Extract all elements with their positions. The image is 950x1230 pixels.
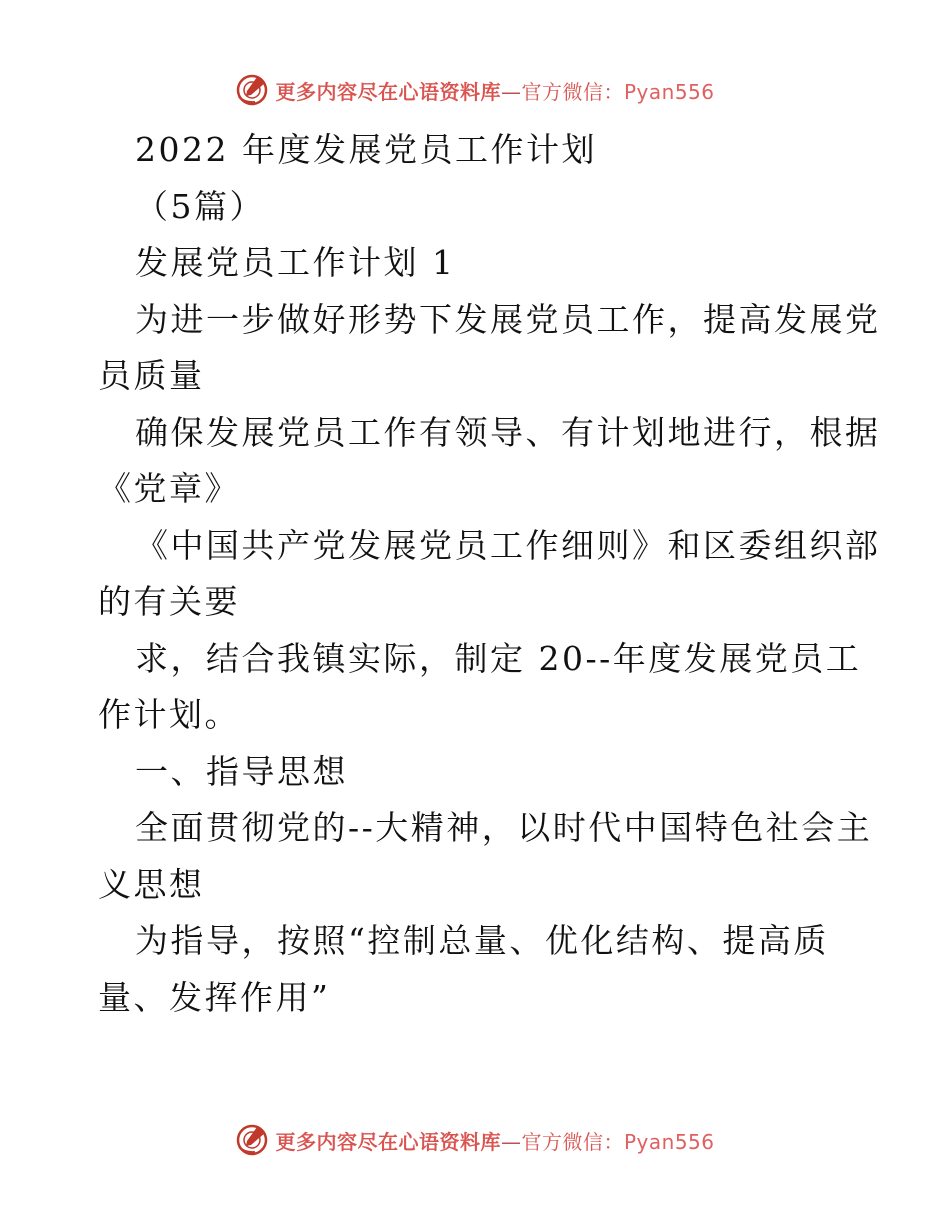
- watermark-brand: 更多内容尽在心语资料库: [275, 79, 501, 104]
- watermark-separator: —: [500, 79, 522, 104]
- footer-watermark: [0, 1118, 950, 1162]
- paragraph-line: 义思想: [98, 864, 205, 904]
- paragraph-line: 《中国共产党发展党员工作细则》和区委组织部: [135, 525, 881, 565]
- doc-title: 2022 年度发展党员工作计划: [135, 130, 597, 169]
- document-body: [98, 122, 881, 1026]
- watermark-wechat-id: Pyan556: [623, 79, 715, 104]
- paragraph-line: 量、发挥作用”: [98, 977, 331, 1017]
- watermark-wechat-label: 官方微信：: [521, 1129, 624, 1154]
- doc-subtitle: （5篇）: [135, 186, 265, 226]
- watermark-text: [275, 76, 714, 105]
- watermark-text: [275, 1126, 714, 1155]
- paragraph-line: 求，结合我镇实际，制定 20--年度发展党员工: [135, 638, 862, 678]
- header-watermark: [0, 68, 950, 112]
- watermark-separator: —: [500, 1129, 522, 1154]
- watermark-wechat-id: Pyan556: [623, 1129, 715, 1154]
- paragraph-line: 的有关要: [98, 582, 240, 621]
- paragraph-line: 作计划。: [98, 695, 240, 734]
- paragraph-line: 为进一步做好形势下发展党员工作，提高发展党: [135, 299, 881, 339]
- paragraph-line: 全面贯彻党的--大精神，以时代中国特色社会主: [135, 808, 873, 847]
- subsection-heading: 一、指导思想: [135, 751, 348, 791]
- watermark-brand: 更多内容尽在心语资料库: [275, 1129, 501, 1154]
- watermark-wechat-label: 官方微信：: [521, 79, 624, 104]
- paragraph-line: 《党章》: [98, 469, 240, 508]
- section-heading: 发展党员工作计划 1: [135, 243, 456, 282]
- paragraph-line: 确保发展党员工作有领导、有计划地进行，根据: [135, 412, 881, 452]
- pen-logo-icon: [235, 1123, 269, 1157]
- paragraph-line: 员质量: [98, 356, 205, 395]
- pen-logo-icon: [235, 73, 269, 107]
- paragraph-line: 为指导，按照“控制总量、优化结构、提高质: [135, 921, 829, 960]
